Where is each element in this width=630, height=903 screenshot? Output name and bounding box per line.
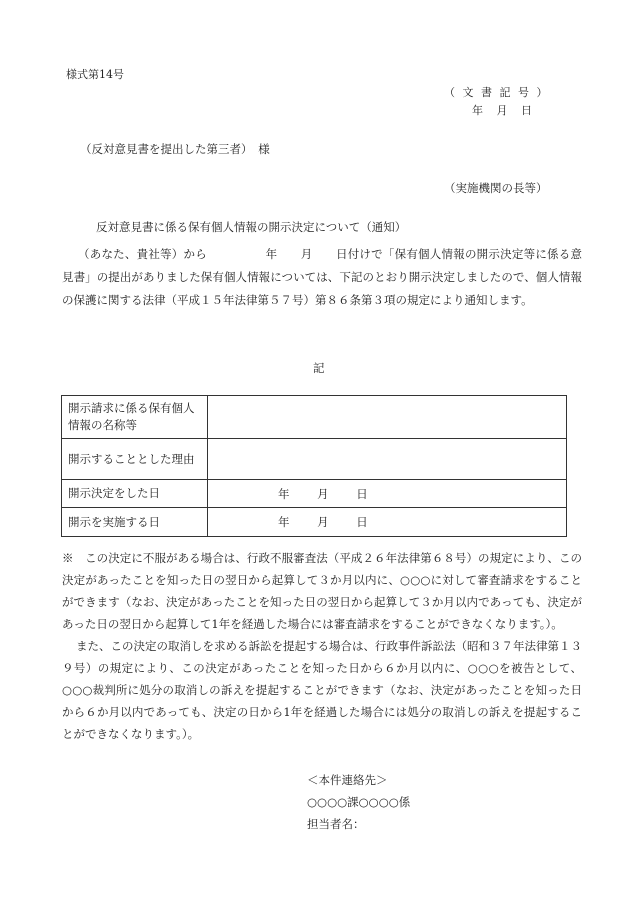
row-value: 年 月 日 <box>208 480 567 508</box>
lawsuit-note: また、この決定の取消しを求める訴訟を提起する場合は、行政事件訴訟法（昭和３７年法律第１３９号）の規定により、この決定があったことを知った日から６か月以内に、○○○を被告として、○○○裁判所に処分の取消しの訴えを提起することができます（なお、決定があったことを知った日から６か月以内であっても、決定の日から1年を経過した場合には処分の取消しの訴えを提起することができなくなります。）。 <box>62 639 582 741</box>
row-label: 開示決定をした日 <box>62 480 208 508</box>
appeal-note: ※ この決定に不服がある場合は、行政不服審査法（平成２６年法律第６８号）の規定により、この決定があったことを知った日の翌日から起算して３か月以内に、○○○に対して審査請求をすることができます（なお、決定があったことを知った日の翌日から起算して３か月以内であっても、決定があった日の翌日から起算して1年を経過した場合には審査請求をすることができなくなります。）。 <box>62 551 582 631</box>
row-label: 開示することとした理由 <box>62 439 208 480</box>
body-paragraph: （あなた、貴社等）から 年 月 日付けで「保有個人情報の開示決定等に係る意見書」の提出がありました保有個人情報については、下記のとおり開示決定しましたので、個人情報の保護に関する法律（平成１５年法律第５７号）第８６条第３項の規定により通知します。 <box>62 247 582 307</box>
row-value <box>208 439 567 480</box>
document-title: 反対意見書に係る保有個人情報の開示決定について（通知） <box>96 220 407 234</box>
table-row <box>62 480 567 508</box>
issue-date: 年 月 日 <box>472 104 532 117</box>
issuer: （実施機関の長等） <box>444 181 548 195</box>
row-value <box>208 396 567 439</box>
table-row <box>62 439 567 480</box>
notes-section <box>62 547 582 745</box>
row-label: 開示請求に係る保有個人情報の名称等 <box>62 396 208 439</box>
contact-heading: ＜本件連絡先＞ <box>307 773 388 787</box>
ki-heading: 記 <box>313 361 325 375</box>
table-row <box>62 508 567 537</box>
contact-department: ○○○○課○○○○係 <box>307 795 411 809</box>
form-number: 様式第14号 <box>66 68 124 81</box>
addressee: （反対意見書を提出した第三者） 様 <box>80 142 270 156</box>
disclosure-table <box>61 395 567 537</box>
row-label: 開示を実施する日 <box>62 508 208 537</box>
row-value: 年 月 日 <box>208 508 567 537</box>
document-number: （ 文 書 記 号 ） <box>444 86 550 99</box>
contact-block <box>307 769 410 835</box>
contact-person: 担当者名： <box>307 817 365 831</box>
table-row <box>62 396 567 439</box>
